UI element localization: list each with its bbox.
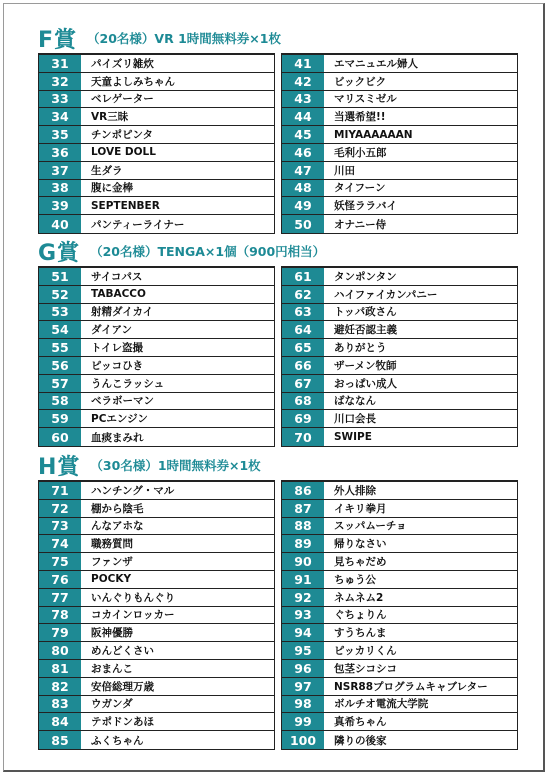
prize-section	[38, 23, 518, 234]
winner-name: SEPTENBER	[91, 199, 160, 212]
table-row	[39, 215, 274, 233]
entry-number: 41	[282, 55, 324, 72]
winner-name: 安倍総理万歳	[91, 680, 154, 693]
entry-number: 96	[282, 660, 324, 677]
prize-rank: F賞	[38, 27, 78, 53]
table-row	[282, 91, 517, 109]
winner-name: ふくちゃん	[91, 734, 144, 747]
winner-name: いんぐりもんぐり	[91, 591, 175, 604]
table-row	[282, 589, 517, 607]
winner-name: マリスミゼル	[334, 93, 397, 106]
winner-name: ハンチング・マル	[91, 484, 175, 497]
prize-heading	[38, 450, 518, 480]
table-row	[39, 482, 274, 500]
entry-number: 81	[39, 660, 81, 677]
winner-name: コカインロッカー	[91, 609, 175, 622]
entry-number: 37	[39, 162, 81, 179]
entry-number: 42	[282, 73, 324, 90]
entry-number: 50	[282, 215, 324, 233]
entry-number: 34	[39, 108, 81, 125]
table-row	[282, 162, 517, 180]
winner-column-left	[38, 266, 275, 447]
entry-number: 77	[39, 589, 81, 606]
entry-number: 35	[39, 126, 81, 143]
table-row	[39, 197, 274, 215]
entry-number: 72	[39, 500, 81, 517]
winner-name: ありがとう	[334, 342, 387, 355]
entry-number: 64	[282, 321, 324, 338]
winner-name: VR三昧	[91, 111, 129, 124]
table-row	[39, 357, 274, 375]
winner-name: ボルチオ電流大学院	[334, 698, 429, 711]
entry-number: 38	[39, 180, 81, 197]
entry-number: 86	[282, 482, 324, 499]
table-row	[39, 321, 274, 339]
winner-name: チンポピンタ	[91, 129, 154, 142]
table-row	[39, 660, 274, 678]
prize-section	[38, 450, 518, 750]
winner-name: ばななん	[334, 395, 376, 408]
winner-name: SWIPE	[334, 431, 372, 444]
entry-number: 82	[39, 678, 81, 695]
entry-number: 69	[282, 410, 324, 427]
winner-name: 川口会長	[334, 413, 376, 426]
entry-number: 68	[282, 393, 324, 410]
winner-name: 妖怪ララバイ	[334, 200, 397, 213]
entry-number: 99	[282, 713, 324, 730]
entry-number: 76	[39, 571, 81, 588]
winner-name: めんどくさい	[91, 645, 154, 658]
table-row	[282, 482, 517, 500]
winner-name: 腹に金棒	[91, 182, 133, 195]
winner-name: おっぱい成人	[334, 377, 397, 390]
winner-name: ダイアン	[91, 324, 133, 337]
winner-name: ベラボーマン	[91, 395, 154, 408]
winner-name: 真希ちゃん	[334, 716, 387, 729]
table-row	[282, 713, 517, 731]
table-row	[39, 607, 274, 625]
winner-name: パンティーライナー	[91, 218, 185, 231]
table-row	[39, 393, 274, 411]
entry-number: 89	[282, 535, 324, 552]
winner-name: トッパ政さん	[334, 306, 397, 319]
entry-number: 80	[39, 642, 81, 659]
table-row	[282, 571, 517, 589]
winner-name: ハイファイカンパニー	[334, 288, 438, 301]
winner-column-left	[38, 53, 275, 234]
table-row	[282, 607, 517, 625]
prize-description: （20名様）VR 1時間無料券×1枚	[87, 31, 281, 46]
table-row	[39, 268, 274, 286]
entry-number: 33	[39, 91, 81, 108]
entry-number: 70	[282, 428, 324, 446]
table-row	[282, 500, 517, 518]
entry-number: 63	[282, 304, 324, 321]
table-row	[39, 553, 274, 571]
prize-heading	[38, 236, 518, 266]
winner-name: タンポンタン	[334, 270, 397, 283]
table-row	[282, 553, 517, 571]
entry-number: 61	[282, 268, 324, 285]
table-row	[282, 339, 517, 357]
entry-number: 44	[282, 108, 324, 125]
winner-name: おまんこ	[91, 662, 133, 675]
winner-name: 隣りの後家	[334, 734, 387, 747]
prize-description: （30名様）1時間無料券×1枚	[90, 458, 261, 473]
table-row	[39, 91, 274, 109]
winner-name: オナニー侍	[334, 218, 387, 231]
entry-number: 94	[282, 624, 324, 641]
entry-number: 91	[282, 571, 324, 588]
winner-name: ベレゲーター	[91, 93, 154, 106]
winner-column-left	[38, 480, 275, 750]
table-row	[282, 286, 517, 304]
table-row	[282, 144, 517, 162]
entry-number: 32	[39, 73, 81, 90]
winner-name: ウガンダ	[91, 698, 133, 711]
winner-name: トイレ盗撮	[91, 342, 143, 355]
entry-number: 60	[39, 428, 81, 446]
table-row	[39, 108, 274, 126]
entry-number: 90	[282, 553, 324, 570]
entry-number: 45	[282, 126, 324, 143]
entry-number: 87	[282, 500, 324, 517]
table-row	[282, 428, 517, 446]
winner-name: 避妊否認主義	[334, 324, 397, 337]
winner-name: NSR88プログラムキャブレター	[334, 680, 488, 693]
table-row	[39, 286, 274, 304]
winner-name: 棚から陰毛	[91, 502, 144, 515]
table-row	[39, 410, 274, 428]
entry-number: 58	[39, 393, 81, 410]
winner-name: ネムネム2	[334, 591, 384, 604]
table-row	[39, 162, 274, 180]
entry-number: 39	[39, 197, 81, 214]
winner-name: 血痰まみれ	[91, 431, 144, 444]
prize-rank: H賞	[38, 454, 81, 480]
winner-name: 包茎シコシコ	[334, 662, 397, 675]
winner-name: スッパムーチョ	[334, 520, 407, 533]
winner-name: ビックビク	[334, 75, 387, 88]
entry-number: 52	[39, 286, 81, 303]
winner-table	[38, 480, 518, 750]
table-row	[39, 180, 274, 198]
entry-number: 47	[282, 162, 324, 179]
winner-name: MIYAAAAAAN	[334, 128, 413, 141]
entry-number: 100	[282, 731, 324, 749]
winner-name: ザーメン牧師	[334, 359, 397, 372]
table-row	[39, 73, 274, 91]
entry-number: 49	[282, 197, 324, 214]
table-row	[282, 518, 517, 536]
winner-name: タイフーン	[334, 182, 386, 195]
entry-number: 31	[39, 55, 81, 72]
table-row	[39, 304, 274, 322]
prize-sheet	[3, 3, 545, 772]
winner-name: TABACCO	[91, 288, 146, 301]
table-row	[39, 126, 274, 144]
entry-number: 53	[39, 304, 81, 321]
table-row	[282, 321, 517, 339]
winner-name: 射精ダイカイ	[91, 306, 154, 319]
table-row	[282, 357, 517, 375]
prize-rank: G賞	[38, 240, 81, 266]
entry-number: 71	[39, 482, 81, 499]
entry-number: 93	[282, 607, 324, 624]
winner-name: 外人排除	[334, 484, 376, 497]
winner-name: LOVE DOLL	[91, 146, 156, 159]
winner-table	[38, 53, 518, 234]
winner-name: テポドンあほ	[91, 716, 154, 729]
winner-name: サイコパス	[91, 270, 143, 283]
table-row	[282, 304, 517, 322]
entry-number: 85	[39, 731, 81, 749]
winner-name: 見ちゃだめ	[334, 556, 387, 569]
entry-number: 75	[39, 553, 81, 570]
prize-section	[38, 236, 518, 447]
table-row	[39, 571, 274, 589]
table-row	[39, 55, 274, 73]
table-row	[39, 339, 274, 357]
entry-number: 36	[39, 144, 81, 161]
entry-number: 67	[282, 375, 324, 392]
winner-table	[38, 266, 518, 447]
entry-number: 79	[39, 624, 81, 641]
entry-number: 95	[282, 642, 324, 659]
winner-name: 毛利小五郎	[334, 146, 387, 159]
entry-number: 78	[39, 607, 81, 624]
entry-number: 83	[39, 696, 81, 713]
winner-name: すうちんま	[334, 627, 387, 640]
table-row	[282, 180, 517, 198]
winner-name: ファンザ	[91, 556, 133, 569]
entry-number: 65	[282, 339, 324, 356]
prize-description: （20名様）TENGA×1個（900円相当）	[90, 244, 326, 259]
entry-number: 40	[39, 215, 81, 233]
table-row	[39, 535, 274, 553]
table-row	[282, 55, 517, 73]
winner-name: うんこラッシュ	[91, 377, 165, 390]
table-row	[282, 624, 517, 642]
table-row	[39, 678, 274, 696]
table-row	[39, 624, 274, 642]
winner-name: 阪神優勝	[91, 627, 133, 640]
table-row	[282, 108, 517, 126]
winner-name: ぐちょりん	[334, 609, 387, 622]
table-row	[39, 589, 274, 607]
entry-number: 62	[282, 286, 324, 303]
entry-number: 97	[282, 678, 324, 695]
winner-name: 川田	[334, 164, 355, 177]
winner-column-right	[281, 480, 518, 750]
table-row	[282, 126, 517, 144]
table-row	[39, 500, 274, 518]
table-row	[39, 518, 274, 536]
winner-name: 天童よしみちゃん	[91, 75, 175, 88]
table-row	[39, 144, 274, 162]
winner-name: ピッコひき	[91, 359, 144, 372]
entry-number: 88	[282, 518, 324, 535]
table-row	[39, 642, 274, 660]
table-row	[282, 696, 517, 714]
table-row	[39, 375, 274, 393]
winner-name: POCKY	[91, 573, 132, 586]
entry-number: 92	[282, 589, 324, 606]
table-row	[39, 428, 274, 446]
prize-heading	[38, 23, 518, 53]
entry-number: 48	[282, 180, 324, 197]
table-row	[39, 731, 274, 749]
table-row	[282, 393, 517, 411]
entry-number: 74	[39, 535, 81, 552]
table-row	[282, 375, 517, 393]
winner-name: 職務質問	[91, 538, 133, 551]
winner-name: エマニュエル婦人	[334, 57, 418, 70]
entry-number: 84	[39, 713, 81, 730]
winner-name: 生ダラ	[91, 164, 123, 177]
entry-number: 51	[39, 268, 81, 285]
winner-name: んなアホな	[91, 520, 144, 533]
winner-name: 帰りなさい	[334, 538, 387, 551]
winner-name: ピッカリくん	[334, 645, 397, 658]
winner-column-right	[281, 266, 518, 447]
winner-name: パイズリ雑炊	[91, 57, 154, 70]
table-row	[282, 731, 517, 749]
entry-number: 98	[282, 696, 324, 713]
entry-number: 43	[282, 91, 324, 108]
table-row	[282, 535, 517, 553]
table-row	[282, 642, 517, 660]
entry-number: 55	[39, 339, 81, 356]
entry-number: 57	[39, 375, 81, 392]
entry-number: 54	[39, 321, 81, 338]
entry-number: 46	[282, 144, 324, 161]
table-row	[39, 713, 274, 731]
table-row	[282, 678, 517, 696]
winner-name: 当選希望!!	[334, 111, 386, 124]
entry-number: 56	[39, 357, 81, 374]
winner-column-right	[281, 53, 518, 234]
table-row	[282, 73, 517, 91]
winner-name: ちゅう公	[334, 573, 376, 586]
table-row	[282, 215, 517, 233]
entry-number: 59	[39, 410, 81, 427]
winner-name: イキリ拳月	[334, 502, 387, 515]
table-row	[39, 696, 274, 714]
table-row	[282, 197, 517, 215]
table-row	[282, 660, 517, 678]
entry-number: 73	[39, 518, 81, 535]
table-row	[282, 410, 517, 428]
table-row	[282, 268, 517, 286]
entry-number: 66	[282, 357, 324, 374]
winner-name: PCエンジン	[91, 413, 148, 426]
